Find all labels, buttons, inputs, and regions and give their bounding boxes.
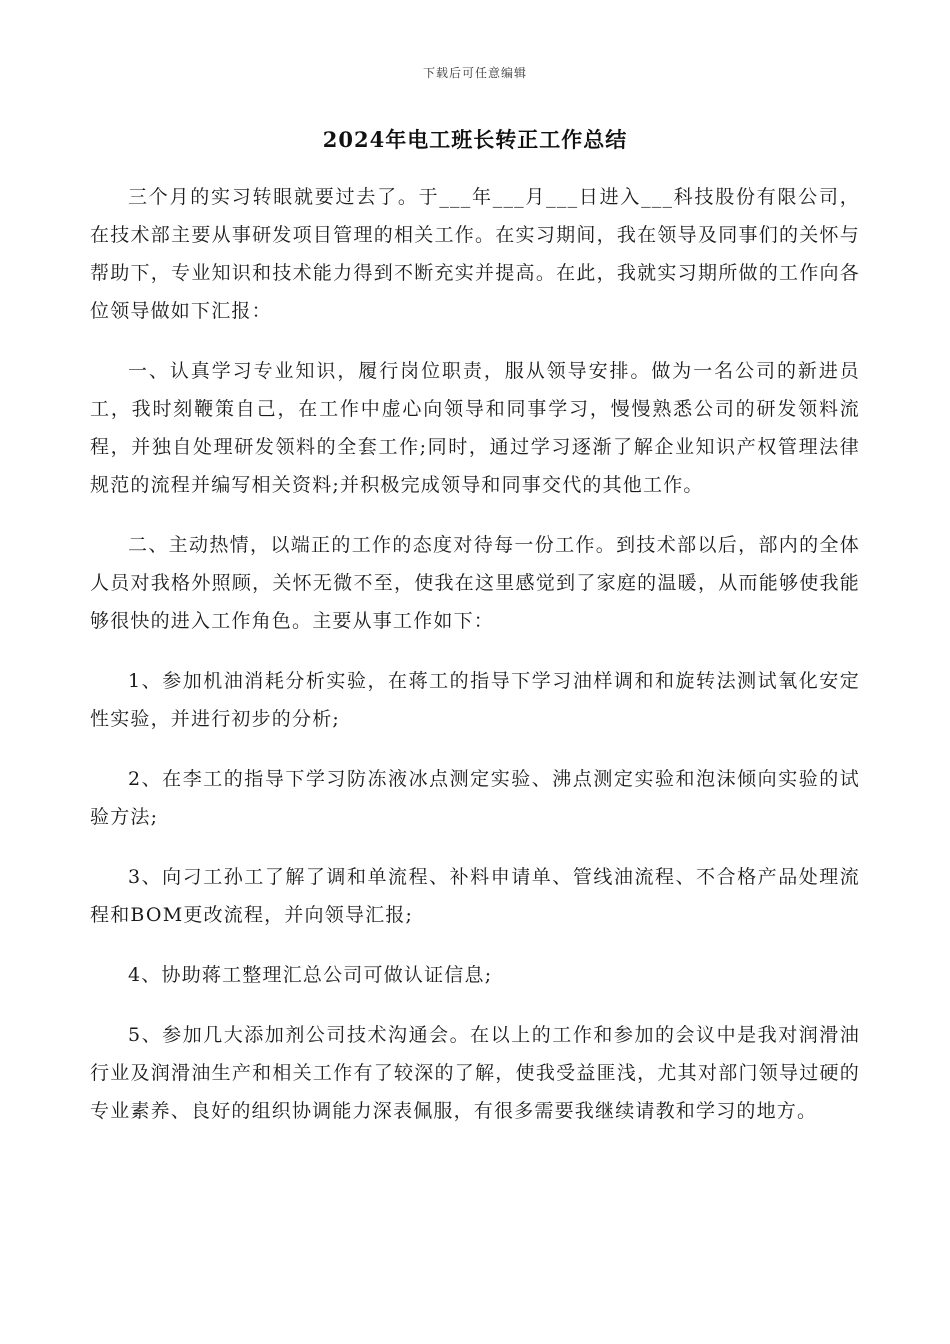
paragraph-item-1: 1、参加机油消耗分析实验，在蒋工的指导下学习油样调和和旋转法测试氧化安定性实验，并进行初步的分析;	[90, 670, 860, 730]
paragraph-section-1: 一、认真学习专业知识，履行岗位职责，服从领导安排。做为一名公司的新进员工，我时刻鞭策自己，在工作中虚心向领导和同事学习，慢慢熟悉公司的研发领料流程，并独自处理研发领料的全套工作;同时，通过学习逐渐了解企业知识产权管理法律规范的流程并编写相关资料;并积极完成领导和同事交代的其他工作。	[90, 360, 860, 496]
document-body	[90, 178, 860, 1152]
paragraph-item-5: 5、参加几大添加剂公司技术沟通会。在以上的工作和参加的会议中是我对润滑油行业及润滑油生产和相关工作有了较深的了解，使我受益匪浅，尤其对部门领导过硬的专业素养、良好的组织协调能力深表佩服，有很多需要我继续请教和学习的地方。	[90, 1024, 860, 1122]
document-title: 2024年电工班长转正工作总结	[322, 127, 628, 152]
paragraph-item-2: 2、在李工的指导下学习防冻液冰点测定实验、沸点测定实验和泡沫倾向实验的试验方法;	[90, 768, 860, 828]
paragraph-item-4: 4、协助蒋工整理汇总公司可做认证信息;	[128, 964, 493, 986]
header-note: 下载后可任意编辑	[422, 66, 527, 80]
paragraph-intro: 三个月的实习转眼就要过去了。于___年___月___日进入___科技股份有限公司，在技术部主要从事研发项目管理的相关工作。在实习期间，我在领导及同事们的关怀与帮助下，专业知识和技术能力得到不断充实并提高。在此，我就实习期所做的工作向各位领导做如下汇报：	[90, 186, 860, 322]
paragraph-item-3: 3、向刁工孙工了解了调和单流程、补料申请单、管线油流程、不合格产品处理流程和BOM更改流程，并向领导汇报;	[90, 866, 860, 926]
paragraph-section-2: 二、主动热情，以端正的工作的态度对待每一份工作。到技术部以后，部内的全体人员对我格外照顾，关怀无微不至，使我在这里感觉到了家庭的温暖，从而能够使我能够很快的进入工作角色。主要从事工作如下：	[90, 534, 860, 632]
